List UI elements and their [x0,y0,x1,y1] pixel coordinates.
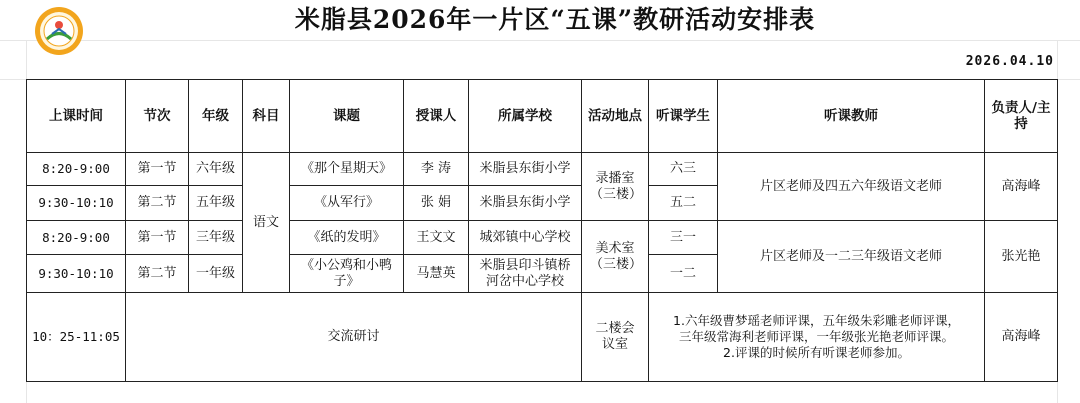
cell-topic: 《小公鸡和小鸭子》 [290,255,404,293]
cell-topic: 《从军行》 [290,186,404,221]
cell-teacher: 马慧英 [404,255,469,293]
schedule-table [26,79,1058,382]
column-header: 年级 [189,80,243,153]
cell-subject: 语文 [243,153,290,293]
cell-school: 米脂县东街小学 [469,153,582,186]
note-line: 三年级常海利老师评课，一年级张光艳老师评课。 [678,329,954,344]
cell-period: 第一节 [126,221,189,255]
column-header: 活动地点 [582,80,649,153]
column-header: 负责人/主持 [985,80,1058,153]
cell-teacher: 李 涛 [404,153,469,186]
column-header: 上课时间 [27,80,126,153]
cell-teacher: 王文文 [404,221,469,255]
cell-school: 米脂县东街小学 [469,186,582,221]
cell-host: 高海峰 [985,153,1058,221]
cell-grade: 六年级 [189,153,243,186]
cell-host: 高海峰 [985,293,1058,382]
cell-students: 三一 [649,221,718,255]
cell-students: 五二 [649,186,718,221]
cell-notes [649,293,985,382]
cell-time: 9:30-10:10 [27,186,126,221]
cell-period: 第二节 [126,186,189,221]
note-line: 2.评课的时候所有听课老师参加。 [723,345,910,360]
note-line: 1.六年级曹梦瑶老师评课，五年级朱彩雕老师评课， [673,313,960,328]
cell-listeners: 片区老师及四五六年级语文老师 [718,153,985,221]
cell-host: 张光艳 [985,221,1058,293]
cell-activity: 交流研讨 [126,293,582,382]
cell-time: 10：25-11:05 [27,293,126,382]
cell-venue: 录播室（三楼） [582,153,649,221]
cell-venue: 美术室（三楼） [582,221,649,293]
cell-teacher: 张 娟 [404,186,469,221]
document-date: 2026.04.10 [965,54,1054,69]
table-row-exchange [27,293,1058,382]
table-header-row [27,80,1058,153]
cell-grade: 三年级 [189,221,243,255]
column-header: 科目 [243,80,290,153]
column-header: 节次 [126,80,189,153]
cell-school: 米脂县印斗镇桥河岔中心学校 [469,255,582,293]
column-header: 听课教师 [718,80,985,153]
cell-topic: 《纸的发明》 [290,221,404,255]
cell-listeners: 片区老师及一二三年级语文老师 [718,221,985,293]
cell-time: 8:20-9:00 [27,153,126,186]
cell-students: 六三 [649,153,718,186]
cell-grade: 一年级 [189,255,243,293]
cell-venue: 二楼会议室 [582,293,649,382]
cell-period: 第二节 [126,255,189,293]
cell-students: 一二 [649,255,718,293]
cell-time: 9:30-10:10 [27,255,126,293]
column-header: 课题 [290,80,404,153]
cell-grade: 五年级 [189,186,243,221]
cell-topic: 《那个星期天》 [290,153,404,186]
column-header: 授课人 [404,80,469,153]
cell-time: 8:20-9:00 [27,221,126,255]
cell-school: 城郊镇中心学校 [469,221,582,255]
sheet-gridline [0,40,1080,41]
column-header: 听课学生 [649,80,718,153]
table-row [27,221,1058,255]
table-row [27,153,1058,186]
cell-period: 第一节 [126,153,189,186]
page-title: 米脂县2026年一片区“五课”教研活动安排表 [294,5,816,34]
column-header: 所属学校 [469,80,582,153]
